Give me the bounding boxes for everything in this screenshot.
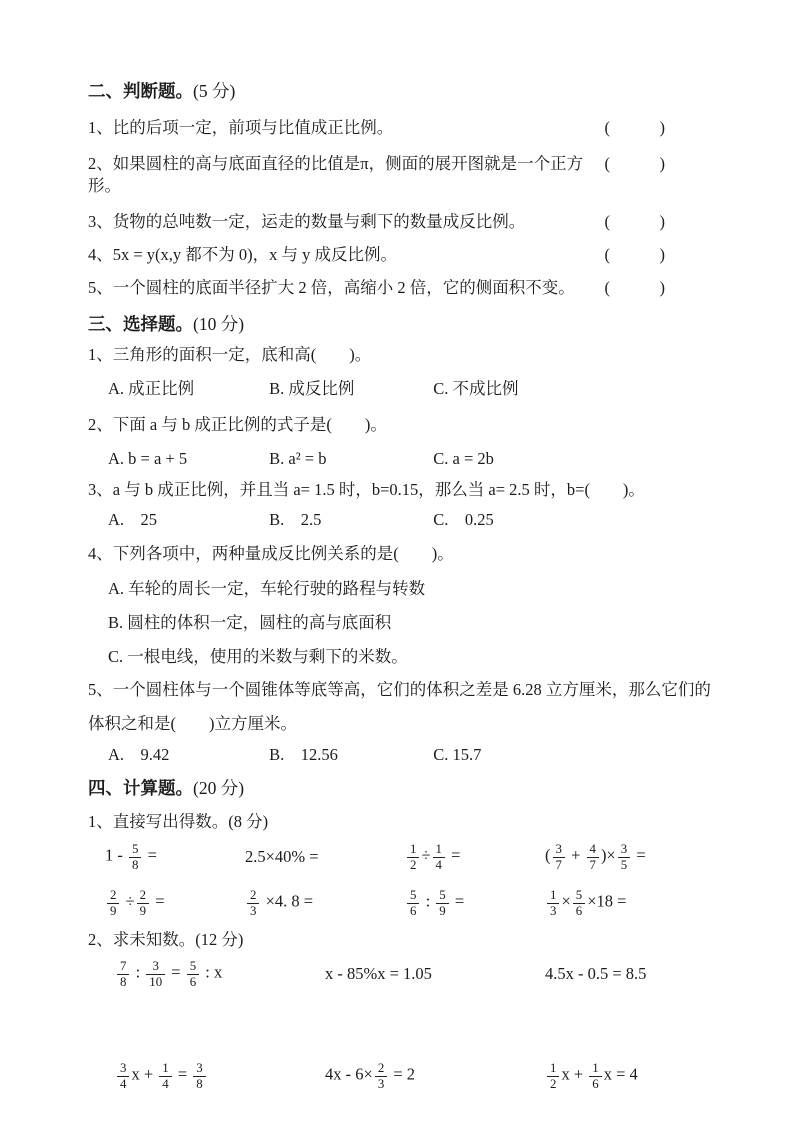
choice-question-4: 4、下列各项中，两种量成反比例关系的是( )。 <box>88 544 454 563</box>
fraction: $\frac{1}{3}$ <box>547 888 559 917</box>
section4-title: 四、计算题。 <box>88 778 193 798</box>
fraction: $\frac{3}{7}$ <box>553 842 565 871</box>
section2-title: 二、判断题。 <box>88 81 193 101</box>
choice-question-3-options <box>108 509 735 531</box>
question-text: 3、货物的总吨数一定，运走的数量与剩下的数量成反比例。 <box>88 212 526 231</box>
answer-bracket: ( ) <box>604 245 665 264</box>
question-text: 2、如果圆柱的高与底面直径的比值是π，侧面的展开图就是一个正方形。 <box>88 154 584 195</box>
option-c: C. 15.7 <box>433 745 482 764</box>
fraction: $\frac{1}{4}$ <box>159 1061 171 1090</box>
calc-row-2 <box>105 883 735 923</box>
answer-bracket: ( ) <box>604 154 665 173</box>
fraction: $\frac{5}{6}$ <box>187 959 199 988</box>
calc-expression: $\frac{1}{3}$ × $\frac{5}{6}$ ×18 = <box>545 888 626 917</box>
judge-question-5 <box>88 277 735 299</box>
option-a: A. 9.42 <box>108 745 170 764</box>
option-c: C. a = 2b <box>433 449 494 468</box>
option-a: A. 成正比例 <box>108 379 195 398</box>
option-b: B. 圆柱的体积一定，圆柱的高与底面积 <box>108 613 392 632</box>
choice-question-5-line2: 体积之和是( )立方厘米。 <box>88 714 297 733</box>
answer-bracket: ( ) <box>604 118 665 137</box>
fraction: $\frac{3}{8}$ <box>193 1061 205 1090</box>
section2-points: (5 分) <box>193 81 236 101</box>
fraction: $\frac{4}{7}$ <box>587 842 599 871</box>
option-c: C. 不成比例 <box>433 379 519 398</box>
judge-question-3 <box>88 211 735 233</box>
option-a: A. b = a + 5 <box>108 449 188 468</box>
section2-header <box>88 80 735 102</box>
calc-expression: 1 - $\frac{5}{8}$ = <box>105 842 157 872</box>
option-a: A. 车轮的周长一定，车轮行驶的路程与转数 <box>108 579 426 598</box>
question-text: 1、比的后项一定，前项与比值成正比例。 <box>88 118 394 137</box>
fraction: $\frac{3}{4}$ <box>117 1061 129 1090</box>
section3-points: (10 分) <box>193 314 245 334</box>
fraction: $\frac{5}{9}$ <box>436 888 448 917</box>
equation: $\frac{3}{4}$ x + $\frac{1}{4}$ = $\frac{3}{8}$ <box>115 1061 325 1090</box>
equation: 4.5x - 0.5 = 8.5 <box>545 964 647 983</box>
answer-bracket: ( ) <box>604 212 665 231</box>
choice-question-2-options <box>108 448 735 470</box>
option-b: B. 2.5 <box>269 510 322 529</box>
question-text: 4、5x = y(x,y 都不为 0)，x 与 y 成反比例。 <box>88 245 398 264</box>
calc-row-1 <box>105 837 735 877</box>
fraction: $\frac{2}{9}$ <box>137 888 149 917</box>
answer-bracket: ( ) <box>604 278 665 297</box>
calc-expression: $\frac{2}{3}$ ×4. 8 = <box>245 888 405 917</box>
equation: $\frac{7}{8}$ : $\frac{3}{10}$ = $\frac{5}{6}$ : x <box>115 959 325 988</box>
fraction: $\frac{3}{5}$ <box>618 842 630 871</box>
fraction: $\frac{1}{4}$ <box>433 842 445 871</box>
choice-question-2: 2、下面 a 与 b 成正比例的式子是( )。 <box>88 415 387 434</box>
calc-expression: 2.5×40% = <box>245 847 319 866</box>
equation: 4x - 6× $\frac{2}{3}$ = 2 <box>325 1061 416 1091</box>
solve-row-1 <box>115 954 735 994</box>
choice-question-5-line1: 5、一个圆柱体与一个圆锥体等底等高，它们的体积之差是 6.28 立方厘米，那么它们的 <box>88 680 711 699</box>
equation: x - 85%x = 1.05 <box>325 964 432 983</box>
section3-header <box>88 313 735 335</box>
solve-row-2 <box>115 1056 735 1096</box>
fraction: $\frac{5}{8}$ <box>129 842 141 871</box>
calc-expression: ( $\frac{3}{7}$ + $\frac{4}{7}$ )× $\frac{3}{5}$ = <box>545 842 646 872</box>
option-a: A. 25 <box>108 510 158 529</box>
fraction: $\frac{2}{3}$ <box>375 1061 387 1090</box>
option-b: B. 12.56 <box>269 745 338 764</box>
choice-question-5-options <box>108 744 735 766</box>
fraction: $\frac{5}{6}$ <box>407 888 419 917</box>
calc-sub1-title: 1、直接写出得数。(8 分) <box>88 812 269 831</box>
section4-header <box>88 777 735 799</box>
option-c: C. 一根电线，使用的米数与剩下的米数。 <box>108 647 408 666</box>
fraction: $\frac{1}{2}$ <box>407 842 419 871</box>
option-b: B. a² = b <box>269 449 327 468</box>
option-b: B. 成反比例 <box>269 379 355 398</box>
choice-question-1-options <box>108 378 735 400</box>
judge-question-4 <box>88 244 735 266</box>
fraction: $\frac{2}{9}$ <box>107 888 119 917</box>
fraction: $\frac{1}{2}$ <box>547 1061 559 1090</box>
section4-points: (20 分) <box>193 778 245 798</box>
question-text: 5、一个圆柱的底面半径扩大 2 倍，高缩小 2 倍，它的侧面积不变。 <box>88 278 575 297</box>
section3-title: 三、选择题。 <box>88 314 193 334</box>
fraction: $\frac{7}{8}$ <box>117 959 129 988</box>
calc-sub2-title: 2、求未知数。(12 分) <box>88 930 244 949</box>
calc-expression: $\frac{1}{2}$ ÷ $\frac{1}{4}$ = <box>405 842 545 871</box>
choice-question-3: 3、a 与 b 成正比例，并且当 a= 1.5 时，b=0.15，那么当 a= 2.5 时，b=( )。 <box>88 480 645 499</box>
fraction: $\frac{2}{3}$ <box>247 888 259 917</box>
fraction: $\frac{3}{10}$ <box>146 959 165 988</box>
fraction: $\frac{5}{6}$ <box>573 888 585 917</box>
equation: $\frac{1}{2}$ x + $\frac{1}{6}$ x = 4 <box>545 1061 638 1090</box>
judge-question-2 <box>88 153 735 197</box>
choice-question-1: 1、三角形的面积一定，底和高( )。 <box>88 345 372 364</box>
fraction: $\frac{1}{6}$ <box>589 1061 601 1090</box>
calc-expression: $\frac{2}{9}$ ÷ $\frac{2}{9}$ = <box>105 888 245 917</box>
judge-question-1 <box>88 117 735 139</box>
calc-expression: $\frac{5}{6}$ : $\frac{5}{9}$ = <box>405 888 545 917</box>
option-c: C. 0.25 <box>433 510 494 529</box>
